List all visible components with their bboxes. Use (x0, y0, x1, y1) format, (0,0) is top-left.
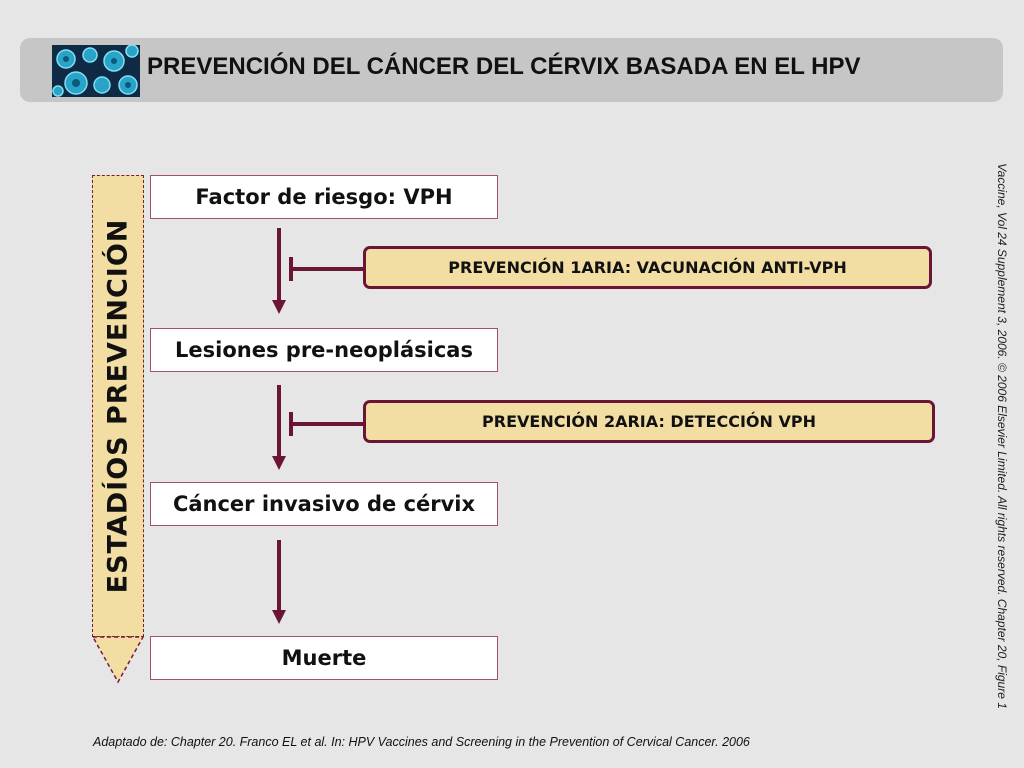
citation-text: Vaccine, Vol 24 Supplement 3, 2006. © 2006 Elsevier Limited. All rights reserved. Chapter 20, Figure 1 (995, 163, 1009, 709)
down-arrow-head-1 (272, 300, 286, 314)
stage-invasive-cancer: Cáncer invasivo de cérvix (150, 482, 498, 526)
page-title: PREVENCIÓN DEL CÁNCER DEL CÉRVIX BASADA EN EL HPV (147, 53, 861, 80)
secondary-prevention-box: PREVENCIÓN 2ARIA: DETECCIÓN VPH (363, 400, 935, 443)
sidebar-label: ESTADÍOS PREVENCIÓN (102, 218, 134, 594)
down-arrow-head-3 (272, 610, 286, 624)
stage-preneoplastic-lesions: Lesiones pre-neoplásicas (150, 328, 498, 372)
down-arrow-head-2 (272, 456, 286, 470)
stage-risk-factor: Factor de riesgo: VPH (150, 175, 498, 219)
footer-source: Adaptado de: Chapter 20. Franco EL et al. In: HPV Vaccines and Screening in the Prevention of Cervical Cancer. 2006 (93, 735, 750, 749)
primary-prevention-box: PREVENCIÓN 1ARIA: VACUNACIÓN ANTI-VPH (363, 246, 932, 289)
stage-death: Muerte (150, 636, 498, 680)
